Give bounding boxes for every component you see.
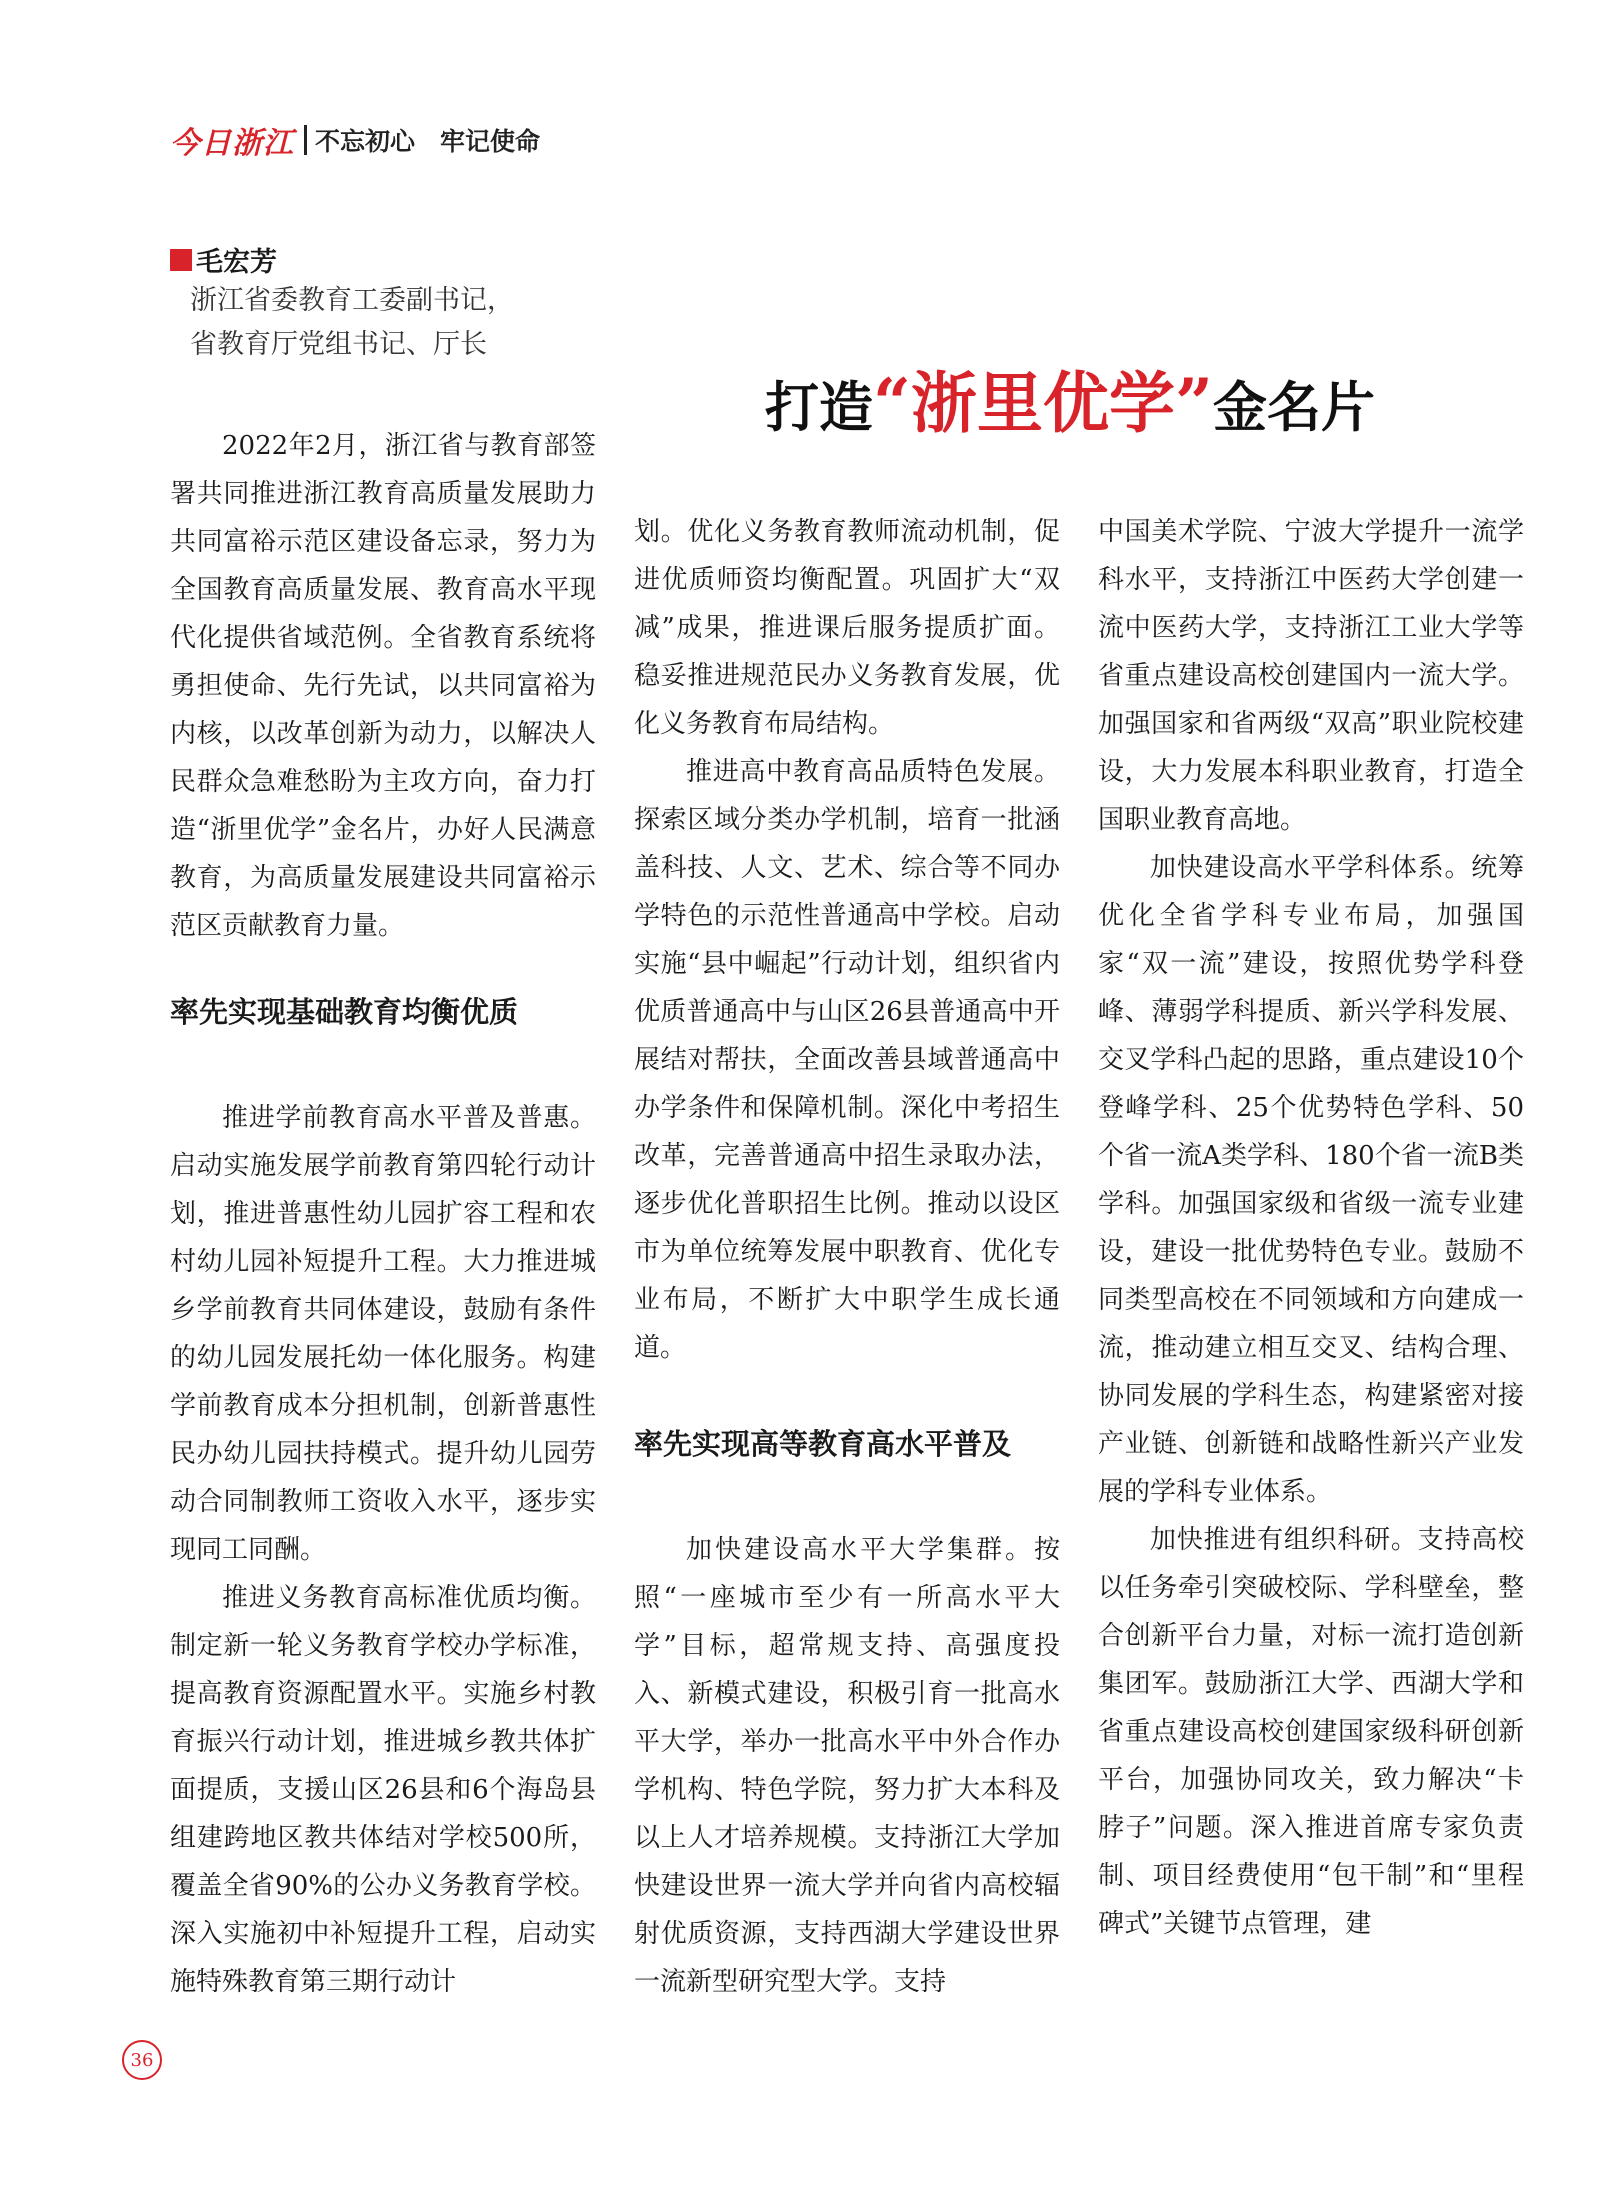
title-highlight: “浙里优学”	[873, 364, 1213, 442]
header-divider	[304, 125, 307, 155]
page-number: 36	[122, 2040, 162, 2080]
paragraph-disciplines: 加快建设高水平学科体系。统筹优化全省学科专业布局，加强国家“双一流”建设，按照优势学科登峰、薄弱学科提质、新兴学科发展、交叉学科凸起的思路，重点建设10个登峰学科、25个优势特色学科、50个省一流A类学科、180个省一流B类学科。加强国家级和省级一流专业建设，建设一批优势特色专业。鼓励不同类型高校在不同领域和方向建成一流，推动建立相互交叉、结构合理、协同发展的学科生态，构建紧密对接产业链、创新链和战略性新兴产业发展的学科专业体系。	[1098, 853, 1524, 1507]
red-square-icon	[170, 249, 192, 271]
author-block	[170, 240, 514, 367]
paragraph-continued: 划。优化义务教育教师流动机制，促进优质师资均衡配置。巩固扩大“双减”成果，推进课后服务提质扩面。稳妥推进规范民办义务教育发展，优化义务教育布局结构。	[634, 517, 1060, 739]
article-title	[720, 350, 1420, 445]
magazine-header	[170, 120, 540, 160]
author-title-line-1: 浙江省委教育工委副书记，	[190, 285, 514, 316]
paragraph-high-school: 推进高中教育高品质特色发展。探索区域分类办学机制，培育一批涵盖科技、人文、艺术、综合等不同办学特色的示范性普通高中学校。启动实施“县中崛起”行动计划，组织省内优质普通高中与山区26县普通高中开展结对帮扶，全面改善县域普通高中办学条件和保障机制。深化中考招生改革，完善普通高中招生录取办法，逐步优化普职招生比例。推动以设区市为单位统筹发展中职教育、优化专业布局，不断扩大中职学生成长通道。	[634, 757, 1060, 1363]
author-title-line-2: 省教育厅党组书记、厅长	[190, 329, 487, 360]
paragraph-compulsory: 推进义务教育高标准优质均衡。制定新一轮义务教育学校办学标准，提高教育资源配置水平。实施乡村教育振兴行动计划，推进城乡教共体扩面提质，支援山区26县和6个海岛县组建跨地区教共体结对学校500所，覆盖全省90%的公办义务教育学校。深入实施初中补短提升工程，启动实施特殊教育第三期行动计	[170, 1583, 596, 1997]
paragraph-continued-2: 中国美术学院、宁波大学提升一流学科水平，支持浙江中医药大学创建一流中医药大学，支持浙江工业大学等省重点建设高校创建国内一流大学。加强国家和省两级“双高”职业院校建设，大力发展本科职业教育，打造全国职业教育高地。	[1098, 517, 1524, 835]
paragraph-research: 加快推进有组织科研。支持高校以任务牵引突破校际、学科壁垒，整合创新平台力量，对标一流打造创新集团军。鼓励浙江大学、西湖大学和省重点建设高校创建国家级科研创新平台，加强协同攻关，致力解决“卡脖子”问题。深入推进首席专家负责制、项目经费使用“包干制”和“里程碑式”关键节点管理，建	[1098, 1525, 1524, 1939]
author-name: 毛宏芳	[196, 247, 277, 278]
title-suffix: 金名片	[1212, 375, 1375, 439]
header-slogan: 不忘初心 牢记使命	[315, 127, 541, 156]
section-heading-basic-education: 率先实现基础教育均衡优质	[170, 995, 519, 1029]
title-prefix: 打造	[765, 375, 874, 439]
column-3	[1098, 508, 1524, 1948]
magazine-logo: 今日浙江	[170, 126, 294, 161]
section-heading-higher-education: 率先实现高等教育高水平普及	[634, 1427, 1012, 1461]
paragraph-universities: 加快建设高水平大学集群。按照“一座城市至少有一所高水平大学”目标，超常规支持、高强度投入、新模式建设，积极引育一批高水平大学，举办一批高水平中外合作办学机构、特色学院，努力扩大本科及以上人才培养规模。支持浙江大学加快建设世界一流大学并向省内高校辐射优质资源，支持西湖大学建设世界一流新型研究型大学。支持	[634, 1535, 1060, 1997]
column-2	[634, 508, 1060, 2006]
paragraph-preschool: 推进学前教育高水平普及普惠。启动实施发展学前教育第四轮行动计划，推进普惠性幼儿园扩容工程和农村幼儿园补短提升工程。大力推进城乡学前教育共同体建设，鼓励有条件的幼儿园发展托幼一体化服务。构建学前教育成本分担机制，创新普惠性民办幼儿园扶持模式。提升幼儿园劳动合同制教师工资收入水平，逐步实现同工同酬。	[170, 1103, 596, 1565]
column-1	[170, 422, 596, 2006]
intro-paragraph: 2022年2月，浙江省与教育部签署共同推进浙江教育高质量发展助力共同富裕示范区建设备忘录，努力为全国教育高质量发展、教育高水平现代化提供省域范例。全省教育系统将勇担使命、先行先试，以共同富裕为内核，以改革创新为动力，以解决人民群众急难愁盼为主攻方向，奋力打造“浙里优学”金名片，办好人民满意教育，为高质量发展建设共同富裕示范区贡献教育力量。	[170, 431, 596, 941]
